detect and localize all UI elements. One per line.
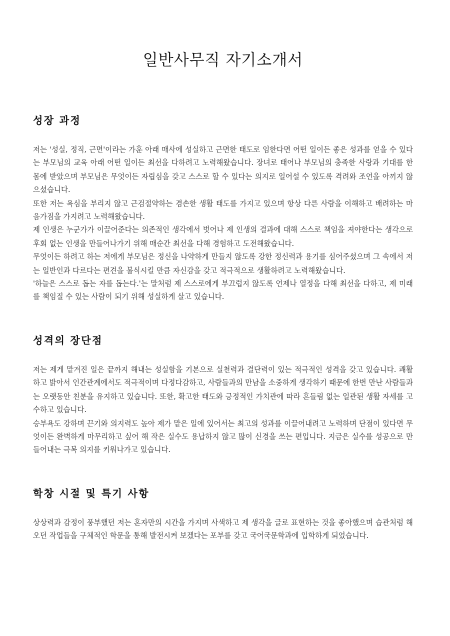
section-heading-personality: 성격의 장단점 (33, 335, 103, 347)
paragraph: 제 인생은 누군가가 이끌어준다는 의존적인 생각에서 벗어나 제 인생의 결과에 대해 스스로 책임을 져야한다는 생각으로 후회 없는 인생을 만들어나가기 위해 매순간 최선을 다해 경험하고 도전해왔습니다. (33, 225, 413, 248)
section-heading-growth: 성장 과정 (33, 116, 82, 127)
paragraph: '하늘은 스스로 돕는 자를 돕는다.'는 말처럼 제 스스로에게 부끄럽지 않도록 언제나 열정을 다해 최선을 다하고, 제 미래를 책임질 수 있는 사람이 되기 위해 성실하게 살고 있습니다. (33, 279, 413, 302)
paragraph: 승부욕도 강하며 끈기와 의지력도 높아 제가 맡은 일에 있어서는 최고의 성과를 이끌어내려고 노력하며 단점이 있다면 무엇이든 완벽하게 마무리하고 싶어 해 작은 실수도 용납하지 않고 많이 신경을 쓰는 편입니다. 지금은 실수를 성공으로 만들어내는 극복 의지를 키워나가고 있습니다. (33, 418, 413, 455)
paragraph: 또한 저는 욕심을 부리지 않고 근검절약하는 겸손한 생활 태도를 가지고 있으며 항상 다른 사람을 이해하고 배려하는 마음가짐을 가지려고 노력해왔습니다. (33, 198, 413, 222)
paragraph: 저는 '성실, 정직, 근면'이라는 가훈 아래 매사에 성실하고 근면한 태도로 임한다면 어떤 일이든 좋은 성과를 얻을 수 있다는 부모님의 교육 아래 어떤 일이든 최선을 다하려고 노력해왔습니다. 장녀로 태어나 부모님의 충족한 사랑과 기대를 한 몸에 받았으며 부모님은 무엇이든 자립심을 갖고 스스로 할 수 있다는 의지로 일어설 수 있도록 격려와 조언을 아끼지 않으셨습니다. (33, 145, 413, 195)
section-body-personality (33, 363, 413, 457)
paragraph: 무엇이든 하려고 하는 저에게 부모님은 정신을 나약하게 만들지 않도록 강한 정신력과 용기를 심어주셨으며 그 속에서 저는 일반인과 다르다는 편견을 불식시킬 만큼 자신감을 갖고 적극적으로 생활하려고 노력해왔습니다. (33, 252, 413, 275)
section-heading-school: 학창 시절 및 특기 사항 (33, 488, 150, 500)
section-body-growth (33, 143, 413, 304)
section-body-school (33, 516, 413, 543)
paragraph: 저는 제게 맡겨진 일은 끝까지 해내는 성실함을 기본으로 실천력과 결단력이 있는 적극적인 성격을 갖고 있습니다. 쾌활하고 밝아서 인간관계에서도 적극적이며 다정다감하고, 사람들과의 만남을 소중하게 생각하기 때문에 한번 만난 사람들과는 오랫동안 친분을 유지하고 있습니다. 또한, 확고한 태도와 긍정적인 가치관에 따라 흔들림 없는 일관된 생활 자세를 고수하고 있습니다. (33, 364, 414, 415)
document-title: 일반사무직 자기소개서 (142, 51, 304, 69)
paragraph: 상상력과 감정이 풍부했던 저는 혼자만의 시간을 가지며 사색하고 제 생각을 글로 표현하는 것을 좋아했으며 습관처럼 해오던 작업들을 구체적인 학문을 통해 발전시켜 보겠다는 포부를 갖고 국어국문학과에 입학하게 되었습니다. (33, 517, 413, 541)
